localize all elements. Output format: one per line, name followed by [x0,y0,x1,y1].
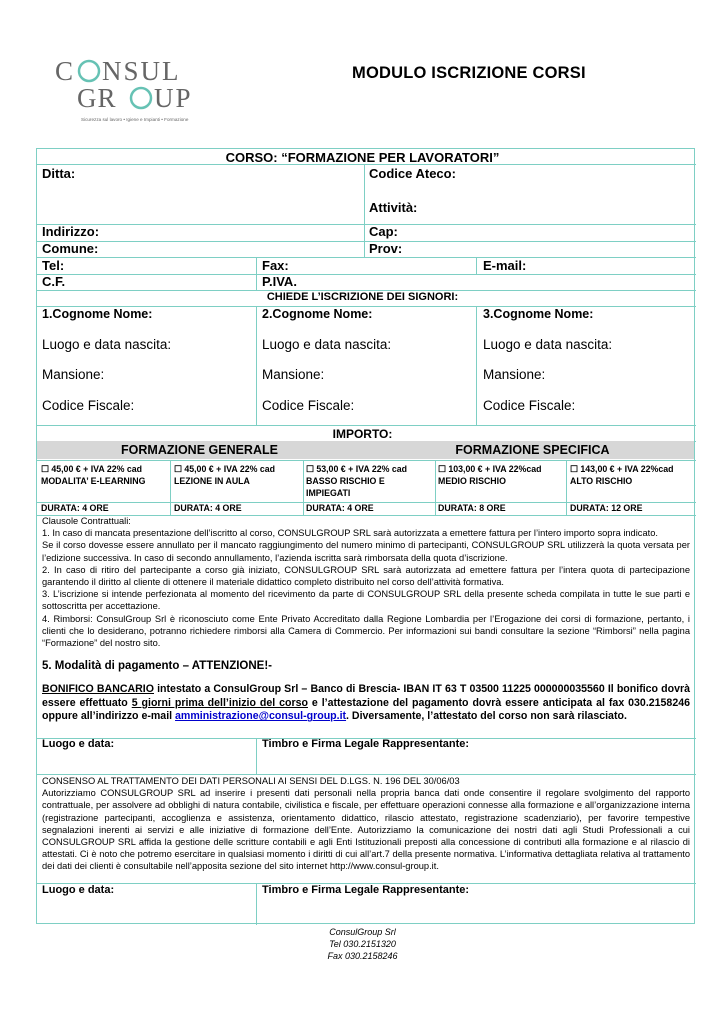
formazione-specifica-heading: FORMAZIONE SPECIFICA [455,443,610,457]
ditta-label: Ditta: [42,166,76,181]
indirizzo-label: Indirizzo: [42,224,100,239]
codice-ateco-label: Codice Ateco: [369,166,456,181]
footer-tel: Tel 030.2151320 [329,939,396,949]
option-5-desc: ALTO RISCHIO [570,476,633,486]
participant-3-luogo: Luogo e data nascita: [483,337,613,352]
email-label: E-mail: [483,258,527,273]
participant-2-name: 2.Cognome Nome: [262,307,373,321]
participant-3-cf: Codice Fiscale: [483,398,576,413]
bonifico-label: BONIFICO BANCARIO [42,683,154,695]
option-1-price[interactable]: ☐ 45,00 € + IVA 22% cad [41,464,143,474]
svg-text:GR: GR [77,83,117,113]
option-3-desc: BASSO RISCHIO E [306,476,385,486]
luogo-data-label-1: Luogo e data: [42,738,115,750]
option-3-durata: DURATA: 4 ORE [306,503,374,513]
consenso-heading: CONSENSO AL TRATTAMENTO DEI DATI PERSONALI AI SENSI DEL D.LGS. N. 196 DEL 30/06/03 [42,776,460,786]
formazione-generale-heading: FORMAZIONE GENERALE [121,443,278,457]
participant-2-cf: Codice Fiscale: [262,398,355,413]
svg-text:UP: UP [154,83,193,113]
participant-1-cf: Codice Fiscale: [42,398,135,413]
option-3-desc2: IMPIEGATI [306,488,351,498]
option-1-durata: DURATA: 4 ORE [41,503,109,513]
option-2-desc: LEZIONE IN AULA [174,476,250,486]
option-5-price[interactable]: ☐ 143,00 € + IVA 22%cad [570,464,674,474]
participant-3-mansione: Mansione: [483,367,546,382]
pagamento-text-1: intestato a ConsulGroup Srl – Banco di Brescia- IBAN IT 63 T 03500 11225 000000035560 Il bonifico dovrà essere effettuato [42,683,690,709]
tel-label: Tel: [42,258,65,273]
logo-circle-bottom [131,88,151,108]
page-title: MODULO ISCRIZIONE CORSI [352,64,586,82]
logo-tagline: Sicurezza sul lavoro • Igiene e Impianti • Formazione [81,117,189,122]
pagamento-text-2: e l’attestazione del pagamento dovrà essere anticipata al fax 030.2158246 oppure all’indirizzo e-mail [42,696,691,723]
participants-heading: CHIEDE L’ISCRIZIONE DEI SIGNORI: [266,291,459,303]
course-title: CORSO: “FORMAZIONE PER LAVORATORI” [225,150,500,165]
clausola-1b: Se il corso dovesse essere annullato per il mancato raggiungimento del numero minimo di partecipanti, CONSULGROUP SRL utilizzerà la quota versata per l’edizione successiva. In caso di secondo annullamento, l’azienda iscritta sarà rimborsata della quota d’iscrizione. [42,540,690,563]
option-2-price[interactable]: ☐ 45,00 € + IVA 22% cad [174,464,276,474]
svg-text:NSUL: NSUL [102,56,181,86]
option-1-desc: MODALITA’ E-LEARNING [41,476,146,486]
option-5-durata: DURATA: 12 ORE [570,503,643,513]
footer-fax: Fax 030.2158246 [327,951,398,961]
option-4-desc: MEDIO RISCHIO [438,476,506,486]
participant-1-name: 1.Cognome Nome: [42,307,153,321]
cap-label: Cap: [369,224,398,239]
comune-label: Comune: [42,241,99,256]
pagamento-deadline: 5 giorni prima dell’inizio del corso [131,696,308,709]
clausole-heading: Clausole Contrattuali: [42,516,131,526]
consenso-text: Autorizziamo CONSULGROUP SRL ad inserire i presenti dati personali nella propria banca dati onde consentire il regolare svolgimento del rapporto contrattuale, per assolvere ad obblighi di natura contabile, civilistica e fiscale, per effettuare operazioni connesse alla formazione e all’organizzazione interna (registrazione partecipanti, accoglienza e assistenza, orientamento didattico, rilascio attestato, registrazione scadenziario), per favorire tempestive segnalazioni inerenti ai servizi e alle iniziative di formazione dell’Ente. Autorizziamo la comunicazione dei nostri dati agli Studi Professionali a cui CONSULGROUP SRL affida la gestione delle scritture contabili e agli Enti Istituzionali preposti alla concessione di contributi alla formazione e al rilascio di attestati. Ci è noto che potremo esercitare in qualsiasi momento i diritti di cui all’art.7 della presente normativa. L’informativa dettagliata relativa al trattamento dei dati dei clienti è consultabile nell’apposita sezione del sito internet http://www.consul-group.it. [42,788,690,872]
participant-2-luogo: Luogo e data nascita: [262,337,392,352]
piva-label: P.IVA. [262,274,297,289]
attivita-label: Attività: [369,200,418,215]
participant-3-name: 3.Cognome Nome: [483,307,594,321]
timbro-label-2: Timbro e Firma Legale Rappresentante: [262,884,470,896]
option-3-price[interactable]: ☐ 53,00 € + IVA 22% cad [306,464,408,474]
consenso-block [42,775,690,873]
luogo-data-label-2: Luogo e data: [42,884,115,896]
logo-circle-top [79,61,99,81]
footer-company: ConsulGroup Srl [329,927,396,937]
participant-2-mansione: Mansione: [262,367,325,382]
timbro-label-1: Timbro e Firma Legale Rappresentante: [262,738,470,750]
consulgroup-logo [55,52,225,124]
participant-1-luogo: Luogo e data nascita: [42,337,172,352]
prov-label: Prov: [369,241,403,256]
cf-label: C.F. [42,274,66,289]
clausola-3: 3. L’iscrizione si intende perfezionata al momento del ricevimento da parte di CONSULGROUP SRL della presente scheda compilata in tutte le sue parti e sottoscritta per accettazione. [42,589,690,612]
option-4-durata: DURATA: 8 ORE [438,503,506,513]
option-2-durata: DURATA: 4 ORE [174,503,242,513]
importo-heading: IMPORTO: [332,427,393,441]
clausole-block [42,515,690,649]
option-4-price[interactable]: ☐ 103,00 € + IVA 22%cad [438,464,542,474]
participant-1-mansione: Mansione: [42,367,105,382]
pagamento-text-3: . Diversamente, l’attestato del corso non sarà rilasciato. [346,710,627,723]
clausola-1: 1. In caso di mancata presentazione dell’iscritto al corso, CONSULGROUP SRL sarà autorizzata a emettere fattura per l’intero importo sopra indicato. [42,528,658,539]
email-link[interactable]: amministrazione@consul-group.it [175,710,347,723]
pagamento-text [42,683,690,724]
clausola-4: 4. Rimborsi: ConsulGroup Srl è riconosciuto come Ente Privato Accreditato dalla Regione Lombardia per l’Erogazione dei corsi di formazione, pertanto, i clienti che lo desiderano, potranno richiedere rimborsi alla Camera di Commercio. Per informazioni sui bandi consultare la sezione “Rimborsi” nella pagina “Formazione” del nostro sito. [42,613,690,649]
logo-text-top: C [55,56,74,86]
fax-label: Fax: [262,258,289,273]
clausola-2: 2. In caso di ritiro del partecipante a corso già iniziato, CONSULGROUP SRL sarà autorizzata ad emettere fattura per l’intera quota di partecipazione garantendo il diritto al cliente di ottenere il materiale didattico completo distribuito nel corso dell’attività formativa. [42,564,690,588]
pagamento-heading: 5. Modalità di pagamento – ATTENZIONE!- [42,660,273,672]
